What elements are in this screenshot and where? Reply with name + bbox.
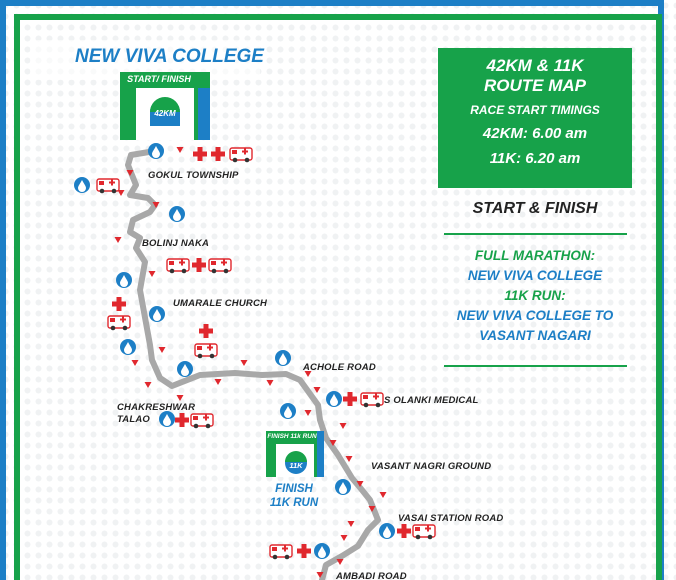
run11k-value-1: NEW VIVA COLLEGE TO: [456, 308, 614, 323]
finish-11k-label: [254, 482, 334, 510]
finish-label-line2: 11K RUN: [269, 497, 319, 509]
place-chakreshwar-talao: [117, 402, 195, 426]
place-vasant-nagri-ground: VASANT NAGRI GROUND: [371, 461, 492, 472]
info-11k-time: 11K: 6.20 am: [489, 150, 581, 167]
place-vasai-station-road: VASAI STATION ROAD: [398, 513, 504, 524]
start-arch-distance: 42KM: [154, 109, 176, 118]
place-gokul-township: GOKUL TOWNSHIP: [148, 170, 239, 181]
info-line1: 42KM & 11K: [486, 56, 584, 75]
route-info-box: [438, 48, 632, 188]
place-bolinj-naka: BOLINJ NAKA: [142, 238, 210, 249]
info-line2: ROUTE MAP: [484, 76, 586, 95]
place-umarale-church: UMARALE CHURCH: [173, 298, 268, 309]
place-chakreshwar-line1: CHAKRESHWAR: [117, 402, 196, 413]
place-ambadi-road: AMBADI ROAD: [336, 571, 407, 580]
place-chakreshwar-line2: TALAO: [117, 414, 151, 425]
place-achole-road: ACHOLE ROAD: [303, 362, 376, 373]
full-marathon-label: FULL MARATHON:: [474, 248, 596, 263]
start-finish-details: [438, 246, 632, 346]
finish-arch-banner: FINISH 11k RUN: [267, 433, 317, 440]
info-42km-time: 42KM: 6.00 am: [482, 125, 588, 142]
place-solanki-medical: S OLANKI MEDICAL: [384, 395, 479, 406]
start-finish-heading: START & FINISH: [472, 200, 598, 217]
start-arch-banner: START/ FINISH: [127, 74, 191, 84]
info-start-timings: RACE START TIMINGS: [470, 103, 600, 117]
full-marathon-value: NEW VIVA COLLEGE: [467, 268, 603, 283]
divider-top: [444, 233, 627, 235]
finish-label-line1: FINISH: [275, 483, 313, 495]
map-title: NEW VIVA COLLEGE: [75, 46, 264, 67]
run11k-value-2: VASANT NAGARI: [479, 328, 591, 343]
run11k-label: 11K RUN:: [504, 288, 566, 303]
finish-arch-distance: 11K: [289, 461, 303, 470]
divider-bottom: [444, 365, 627, 367]
